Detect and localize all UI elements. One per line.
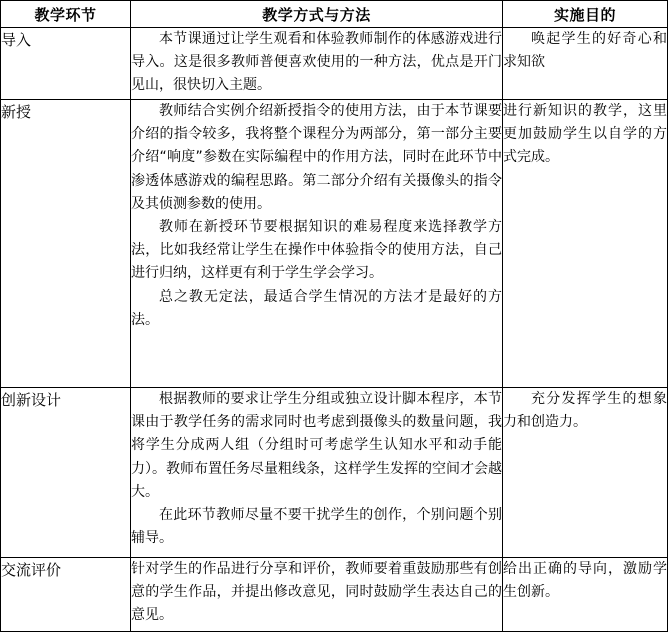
method-cell <box>131 28 503 100</box>
method-paragraph: 教师在新授环节要根据知识的难易程度来选择教学方法，比如我经常让学生在操作中体验指令的使用方法，自己进行归纳，这样更有利于学生学会学习。 <box>131 219 502 282</box>
table-row <box>1 28 668 100</box>
method-paragraph: 针对学生的作品进行分享和评价，教师要着重鼓励那些有创意的学生作品，并提出修改意见，同时鼓励学生表达自己的意见。 <box>131 561 502 624</box>
method-paragraph: 总之教无定法，最适合学生情况的方法才是最好的方法。 <box>131 288 502 328</box>
stage-cell: 导入 <box>1 28 131 100</box>
purpose-text: 进行新知识的教学，这里更加鼓励学生以自学的方式完成。 <box>503 103 667 166</box>
table-row <box>1 100 668 388</box>
purpose-cell <box>503 558 668 632</box>
method-cell <box>131 388 503 558</box>
purpose-cell <box>503 388 668 558</box>
method-paragraph: 根据教师的要求让学生分组或独立设计脚本程序，本节课由于教学任务的需求同时也考虑到摄像头的数量问题，我将学生分成两人组（分组时可考虑学生认知水平和动手能力）。教师布置任务尽量粗线条，这样学生发挥的空间才会越大。 <box>131 391 502 500</box>
table-row <box>1 558 668 632</box>
method-paragraph: 教师结合实例介绍新授指令的使用方法，由于本节课要介绍的指令较多，我将整个课程分为两部分，第一部分主要介绍“响度”参数在实际编程中的作用方法，同时在此环节中渗透体感游戏的编程思路。第二部分介绍有关摄像头的指令及其侦测参数的使用。 <box>131 103 502 212</box>
stage-cell: 创新设计 <box>1 388 131 558</box>
purpose-cell <box>503 100 668 388</box>
method-cell <box>131 100 503 388</box>
table-row <box>1 388 668 558</box>
header-purpose: 实施目的 <box>503 1 668 28</box>
purpose-cell <box>503 28 668 100</box>
stage-cell: 交流评价 <box>1 558 131 632</box>
header-stage: 教学环节 <box>1 1 131 28</box>
header-method: 教学方式与方法 <box>131 1 503 28</box>
header-row <box>1 1 668 28</box>
purpose-text: 唤起学生的好奇心和求知欲 <box>503 31 667 71</box>
purpose-text: 充分发挥学生的想象力和创造力。 <box>503 391 667 431</box>
method-paragraph: 在此环节教师尽量不要干扰学生的创作，个别问题个别辅导。 <box>131 507 502 547</box>
purpose-text: 给出正确的导向，激励学生创新。 <box>503 561 667 601</box>
method-cell <box>131 558 503 632</box>
stage-cell: 新授 <box>1 100 131 388</box>
method-paragraph: 本节课通过让学生观看和体验教师制作的体感游戏进行导入。这是很多教师普便喜欢使用的一种方法，优点是开门见山，很快切入主题。 <box>131 31 502 94</box>
